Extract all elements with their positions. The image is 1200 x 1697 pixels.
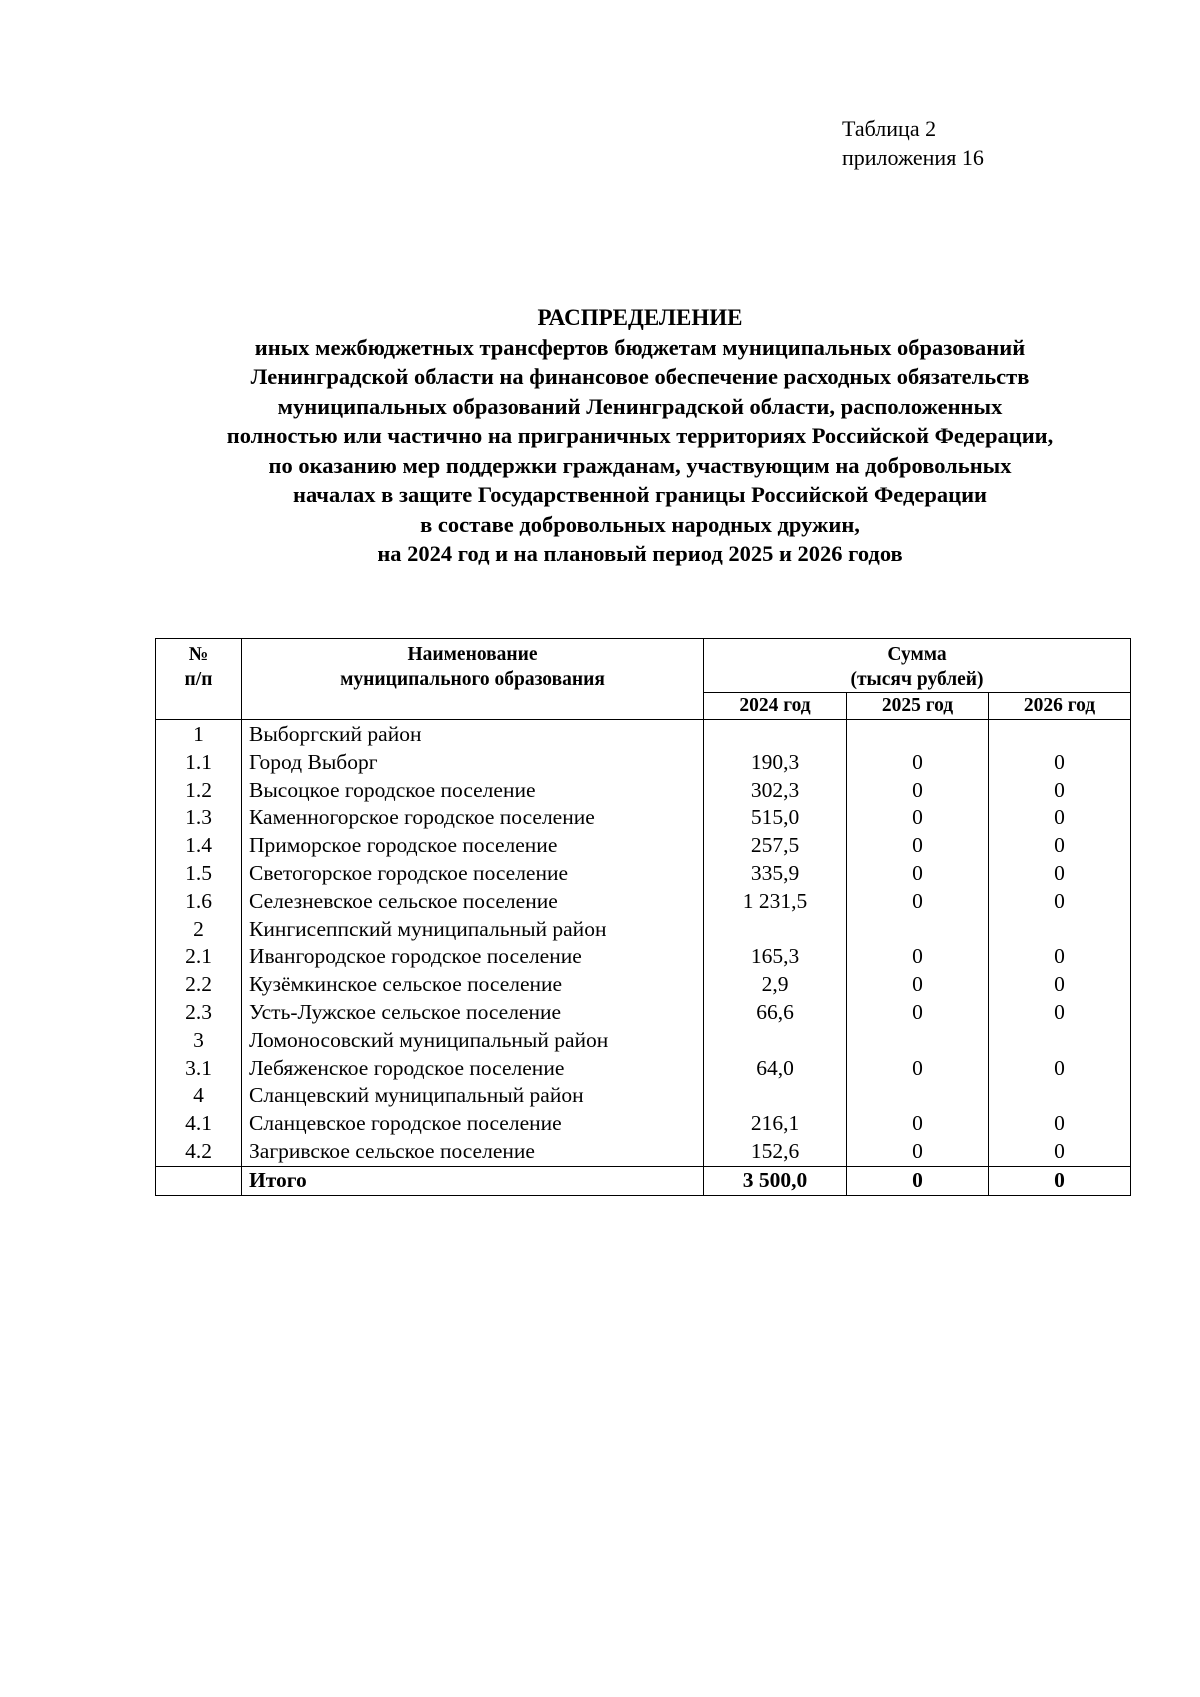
header-year-2026: 2026 год (989, 693, 1131, 720)
table-row (156, 999, 1131, 1027)
table-row (156, 916, 1131, 944)
row-number: 3.1 (156, 1055, 242, 1083)
header-year-2025: 2025 год (847, 693, 989, 720)
annex-reference (842, 114, 984, 172)
annex-appendix-label: приложения 16 (842, 145, 984, 170)
row-value-2025 (847, 1082, 989, 1110)
row-value-2026: 0 (989, 1110, 1131, 1138)
row-value-2024: 165,3 (704, 943, 847, 971)
row-value-2026: 0 (989, 999, 1131, 1027)
heading-line: Ленинградской области на финансовое обеспечение расходных обязательств (250, 364, 1030, 389)
row-value-2026: 0 (989, 804, 1131, 832)
row-value-2026 (989, 916, 1131, 944)
row-number: 2.1 (156, 943, 242, 971)
table-row (156, 888, 1131, 916)
table-row (156, 1082, 1131, 1110)
row-value-2024 (704, 1082, 847, 1110)
row-value-2025: 0 (847, 1110, 989, 1138)
heading-line: по оказанию мер поддержки гражданам, участвующим на добровольных (268, 452, 1012, 478)
row-number: 4.1 (156, 1110, 242, 1138)
row-value-2026: 0 (989, 749, 1131, 777)
row-value-2024 (704, 720, 847, 749)
table-row (156, 1027, 1131, 1055)
total-number (156, 1166, 242, 1195)
header-sum: Сумма (тысяч рублей) (704, 639, 1131, 693)
total-value-2026: 0 (989, 1166, 1131, 1195)
row-value-2026: 0 (989, 943, 1131, 971)
row-value-2025: 0 (847, 1138, 989, 1166)
row-value-2026: 0 (989, 971, 1131, 999)
row-municipality-name: Селезневское сельское поселение (242, 888, 704, 916)
row-value-2026: 0 (989, 832, 1131, 860)
row-number: 1.1 (156, 749, 242, 777)
row-municipality-name: Лебяженское городское поселение (242, 1055, 704, 1083)
table-row (156, 1138, 1131, 1166)
row-value-2026 (989, 720, 1131, 749)
heading-line: полностью или частично на приграничных территориях Российской Федерации, (226, 423, 1054, 448)
row-value-2026: 0 (989, 860, 1131, 888)
total-row (156, 1166, 1131, 1195)
row-municipality-name: Сланцевский муниципальный район (242, 1082, 704, 1110)
row-number: 2.2 (156, 971, 242, 999)
row-value-2024: 66,6 (704, 999, 847, 1027)
table-row (156, 720, 1131, 749)
row-municipality-name: Светогорское городское поселение (242, 860, 704, 888)
heading-line: на 2024 год и на плановый период 2025 и 2026 годов (377, 541, 903, 566)
total-value-2025: 0 (847, 1166, 989, 1195)
heading-line: началах в защите Государственной границы Российской Федерации (292, 482, 988, 507)
row-value-2025: 0 (847, 971, 989, 999)
row-value-2024: 152,6 (704, 1138, 847, 1166)
table-row (156, 860, 1131, 888)
row-value-2024: 515,0 (704, 804, 847, 832)
heading-line: иных межбюджетных трансфертов бюджетам муниципальных образований (254, 334, 1026, 360)
header-number: № п/п (156, 639, 242, 720)
row-value-2025: 0 (847, 943, 989, 971)
row-number: 1.4 (156, 832, 242, 860)
row-municipality-name: Усть-Лужское сельское поселение (242, 999, 704, 1027)
table-row (156, 1110, 1131, 1138)
row-value-2024: 190,3 (704, 749, 847, 777)
table-row (156, 832, 1131, 860)
row-municipality-name: Каменногорское городское поселение (242, 804, 704, 832)
row-number: 4.2 (156, 1138, 242, 1166)
table-body (156, 720, 1131, 1196)
annex-table-label: Таблица 2 (842, 116, 937, 141)
row-value-2025 (847, 1027, 989, 1055)
row-value-2026: 0 (989, 888, 1131, 916)
row-municipality-name: Кузёмкинское сельское поселение (242, 971, 704, 999)
table-row (156, 971, 1131, 999)
row-value-2024: 216,1 (704, 1110, 847, 1138)
row-number: 4 (156, 1082, 242, 1110)
row-value-2026: 0 (989, 1055, 1131, 1083)
table-row (156, 943, 1131, 971)
row-number: 1.2 (156, 777, 242, 805)
row-municipality-name: Кингисеппский муниципальный район (242, 916, 704, 944)
heading-title: РАСПРЕДЕЛЕНИЕ (537, 305, 743, 330)
row-value-2025: 0 (847, 999, 989, 1027)
row-value-2025: 0 (847, 860, 989, 888)
row-value-2025: 0 (847, 1055, 989, 1083)
header-year-2024: 2024 год (704, 693, 847, 720)
row-municipality-name: Ломоносовский муниципальный район (242, 1027, 704, 1055)
row-municipality-name: Сланцевское городское поселение (242, 1110, 704, 1138)
row-value-2026 (989, 1027, 1131, 1055)
row-number: 2 (156, 916, 242, 944)
heading-line: муниципальных образований Ленинградской области, расположенных (277, 393, 1003, 419)
row-number: 1.6 (156, 888, 242, 916)
row-value-2024: 64,0 (704, 1055, 847, 1083)
table-row (156, 777, 1131, 805)
table-row (156, 1055, 1131, 1083)
row-value-2025: 0 (847, 804, 989, 832)
table-row (156, 749, 1131, 777)
table-row (156, 804, 1131, 832)
row-municipality-name: Приморское городское поселение (242, 832, 704, 860)
heading-line: в составе добровольных народных дружин, (420, 511, 860, 537)
row-municipality-name: Загривское сельское поселение (242, 1138, 704, 1166)
row-municipality-name: Город Выборг (242, 749, 704, 777)
distribution-table (155, 638, 1131, 1196)
row-value-2025: 0 (847, 888, 989, 916)
row-value-2026: 0 (989, 777, 1131, 805)
row-value-2024 (704, 1027, 847, 1055)
row-municipality-name: Высоцкое городское поселение (242, 777, 704, 805)
row-value-2026: 0 (989, 1138, 1131, 1166)
row-value-2025: 0 (847, 749, 989, 777)
row-number: 3 (156, 1027, 242, 1055)
row-number: 1.5 (156, 860, 242, 888)
total-value-2024: 3 500,0 (704, 1166, 847, 1195)
row-municipality-name: Выборгский район (242, 720, 704, 749)
row-value-2026 (989, 1082, 1131, 1110)
row-value-2024: 335,9 (704, 860, 847, 888)
row-number: 1 (156, 720, 242, 749)
row-value-2024: 2,9 (704, 971, 847, 999)
total-label: Итого (242, 1166, 704, 1195)
row-number: 1.3 (156, 804, 242, 832)
header-municipality-name: Наименование муниципального образования (242, 639, 704, 720)
row-number: 2.3 (156, 999, 242, 1027)
row-value-2025: 0 (847, 832, 989, 860)
document-heading (100, 303, 1180, 569)
row-value-2024: 302,3 (704, 777, 847, 805)
row-value-2024 (704, 916, 847, 944)
row-value-2024: 257,5 (704, 832, 847, 860)
row-value-2025 (847, 720, 989, 749)
row-value-2025: 0 (847, 777, 989, 805)
row-value-2024: 1 231,5 (704, 888, 847, 916)
row-value-2025 (847, 916, 989, 944)
row-municipality-name: Ивангородское городское поселение (242, 943, 704, 971)
